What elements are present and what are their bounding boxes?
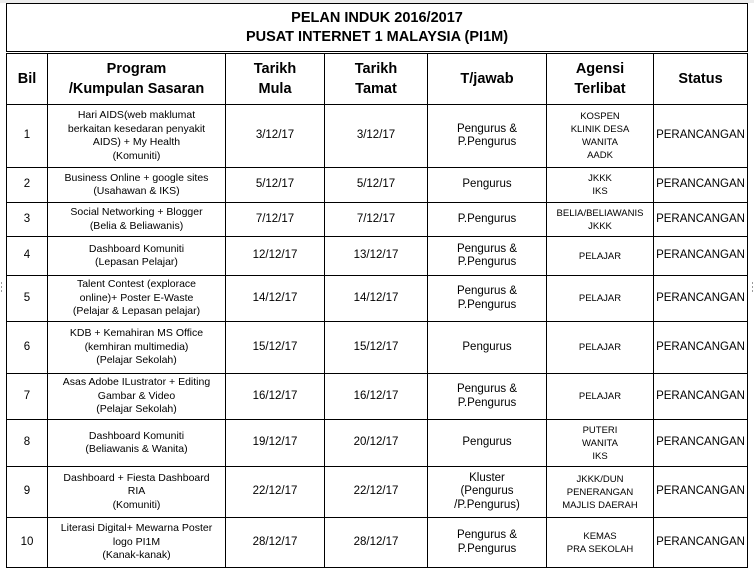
cell-program-line: Asas Adobe ILustrator + Editing [62, 376, 211, 389]
cell-tjawab-line: P.Pengurus [457, 212, 517, 225]
cell-program-line: Gambar & Video [97, 389, 176, 402]
cell-program-line: (Pelajar Sekolah) [96, 354, 177, 367]
cell-tjawab-line: P.Pengurus [457, 298, 517, 311]
cell-status: PERANCANGAN [654, 203, 748, 237]
cell-program-line: Dashboard Komuniti [88, 242, 185, 255]
cell-agensi-line: IKS [592, 186, 608, 197]
cell-tjawab [428, 276, 547, 322]
cell-agensi-line: PELAJAR [578, 250, 622, 262]
table-row [7, 237, 748, 276]
cell-tarikh-tamat: 15/12/17 [325, 322, 428, 374]
cell-agensi-line: JKKK/DUN [576, 473, 624, 485]
cell-program-line: (Komuniti) [112, 498, 161, 511]
cell-tjawab [428, 203, 547, 237]
cell-tarikh-mula: 12/12/17 [226, 237, 325, 276]
cell-bil: 10 [7, 518, 48, 568]
cell-tarikh-mula: 3/12/17 [226, 105, 325, 168]
cell-program-line: RIA [127, 485, 146, 498]
cell-bil: 6 [7, 322, 48, 374]
cell-program-line: (Lepasan Pelajar) [95, 256, 178, 268]
cell-agensi-line: KLINIK DESA [570, 124, 630, 135]
cell-tarikh-mula: 14/12/17 [226, 276, 325, 322]
table-row [7, 276, 748, 322]
cell-program-line: (kemhiran multimedia) [84, 340, 189, 353]
cell-agensi-line: JKKK [588, 173, 612, 184]
cell-program-line: Literasi Digital+ Mewarna Poster [60, 522, 213, 535]
table-row [7, 105, 748, 168]
cell-program-line: (Pelajar & Lepasan pelajar) [72, 305, 201, 318]
table-row [7, 420, 748, 467]
cell-tarikh-tamat: 7/12/17 [325, 203, 428, 237]
cell-bil: 2 [7, 168, 48, 203]
cell-agensi-line: PELAJAR [578, 293, 622, 304]
cell-bil: 7 [7, 374, 48, 420]
cell-status: PERANCANGAN [654, 105, 748, 168]
cell-program-line: logo PI1M [112, 535, 161, 548]
cell-tjawab-line: Pengurus & [456, 529, 518, 541]
table-row [7, 322, 748, 374]
cell-program [48, 203, 226, 237]
table-body [7, 105, 748, 568]
cell-tjawab-line: (Pengurus [460, 485, 514, 498]
cell-program-line: Talent Contest (explorace [76, 278, 197, 291]
cell-program [48, 374, 226, 420]
cell-agensi-line: BELIA/BELIAWANIS [556, 207, 644, 219]
left-edge-marker [0, 282, 3, 296]
cell-agensi [547, 168, 654, 203]
cell-program-line: (Komuniti) [112, 149, 161, 162]
table-title [7, 4, 748, 53]
cell-program-line: Hari AIDS(web maklumat [77, 109, 196, 121]
cell-status: PERANCANGAN [654, 518, 748, 568]
cell-program-line: KDB + Kemahiran MS Office [69, 327, 204, 340]
cell-agensi [547, 203, 654, 237]
cell-program-line: berkaitan kesedaran penyakit [67, 122, 206, 135]
cell-tjawab-line: P.Pengurus [457, 256, 517, 268]
cell-program-line: (Belia & Beliawanis) [89, 219, 184, 232]
table-row [7, 467, 748, 518]
cell-agensi-line: WANITA [582, 437, 618, 449]
cell-agensi [547, 105, 654, 168]
cell-tjawab-line: P.Pengurus [457, 542, 517, 555]
cell-bil: 9 [7, 467, 48, 518]
cell-tjawab [428, 105, 547, 168]
cell-agensi-line: MAJLIS DAERAH [562, 499, 638, 511]
table-row [7, 374, 748, 420]
cell-tjawab-line: Pengurus [462, 340, 512, 353]
cell-bil: 1 [7, 105, 48, 168]
cell-tarikh-tamat: 13/12/17 [325, 237, 428, 276]
cell-tjawab [428, 322, 547, 374]
cell-tjawab [428, 374, 547, 420]
cell-bil: 3 [7, 203, 48, 237]
cell-tarikh-mula: 15/12/17 [226, 322, 325, 374]
cell-program [48, 276, 226, 322]
cell-program [48, 420, 226, 467]
cell-agensi-line: PRA SEKOLAH [566, 543, 634, 555]
plan-table [6, 3, 748, 568]
cell-tarikh-tamat: 3/12/17 [325, 105, 428, 168]
cell-program-line: Dashboard + Fiesta Dashboard [63, 471, 210, 484]
cell-tarikh-mula: 22/12/17 [226, 467, 325, 518]
header-row [7, 53, 748, 105]
cell-bil: 8 [7, 420, 48, 467]
cell-tjawab [428, 518, 547, 568]
cell-status: PERANCANGAN [654, 322, 748, 374]
cell-agensi [547, 467, 654, 518]
cell-program-line: AIDS) + My Health [92, 136, 181, 148]
table-row [7, 203, 748, 237]
cell-agensi-line: KOSPEN [580, 111, 620, 122]
cell-program [48, 237, 226, 276]
cell-tarikh-tamat: 16/12/17 [325, 374, 428, 420]
cell-tjawab-line: Pengurus [462, 436, 512, 449]
cell-tjawab-line: Pengurus & [456, 242, 518, 255]
header-tarikh-tamat: Tarikh Tamat [325, 53, 428, 105]
cell-agensi-line: PELAJAR [578, 342, 622, 353]
cell-tjawab [428, 467, 547, 518]
cell-program-line: online)+ Poster E-Waste [79, 291, 194, 304]
cell-agensi-line: PENERANGAN [566, 486, 634, 498]
cell-tjawab-line: /P.Pengurus) [454, 498, 520, 511]
cell-program-line: (Beliawanis & Wanita) [85, 443, 188, 455]
cell-tarikh-mula: 19/12/17 [226, 420, 325, 467]
cell-tarikh-tamat: 5/12/17 [325, 168, 428, 203]
cell-program [48, 168, 226, 203]
cell-program-line: (Usahawan & IKS) [93, 185, 180, 197]
title-line-2: PUSAT INTERNET 1 MALAYSIA (PI1M) [245, 28, 509, 45]
cell-agensi-line: PELAJAR [578, 391, 622, 402]
cell-tarikh-mula: 5/12/17 [226, 168, 325, 203]
cell-program-line: Business Online + google sites [64, 171, 209, 184]
header-agensi: Agensi Terlibat [547, 53, 654, 105]
cell-agensi-line: JKKK [588, 220, 612, 232]
cell-status: PERANCANGAN [654, 168, 748, 203]
cell-status: PERANCANGAN [654, 237, 748, 276]
cell-bil: 4 [7, 237, 48, 276]
table-row [7, 168, 748, 203]
cell-tjawab [428, 420, 547, 467]
cell-tjawab-line: P.Pengurus [457, 396, 517, 409]
header-program: Program /Kumpulan Sasaran [48, 53, 226, 105]
cell-tarikh-tamat: 22/12/17 [325, 467, 428, 518]
cell-tjawab-line: P.Pengurus [457, 136, 517, 148]
cell-agensi [547, 322, 654, 374]
cell-agensi-line: PUTERI [582, 424, 618, 436]
cell-tjawab-line: Pengurus [462, 178, 512, 191]
cell-tarikh-mula: 28/12/17 [226, 518, 325, 568]
cell-program [48, 518, 226, 568]
cell-program [48, 105, 226, 168]
cell-program-line: (Pelajar Sekolah) [96, 403, 177, 416]
cell-status: PERANCANGAN [654, 276, 748, 322]
header-tjawab: T/jawab [428, 53, 547, 105]
cell-status: PERANCANGAN [654, 420, 748, 467]
cell-program-line: (Kanak-kanak) [102, 549, 171, 562]
cell-program-line: Social Networking + Blogger [70, 206, 203, 218]
cell-program [48, 467, 226, 518]
cell-tarikh-mula: 16/12/17 [226, 374, 325, 420]
cell-agensi [547, 518, 654, 568]
cell-agensi-line: KEMAS [583, 530, 617, 542]
cell-tjawab [428, 237, 547, 276]
cell-tjawab [428, 168, 547, 203]
table-row [7, 518, 748, 568]
cell-tarikh-tamat: 28/12/17 [325, 518, 428, 568]
cell-status: PERANCANGAN [654, 467, 748, 518]
cell-agensi [547, 237, 654, 276]
title-line-1: PELAN INDUK 2016/2017 [291, 9, 463, 26]
cell-tjawab-line: Pengurus & [456, 383, 518, 395]
cell-tjawab-line: Pengurus & [456, 122, 518, 135]
cell-bil: 5 [7, 276, 48, 322]
cell-agensi-line: WANITA [582, 137, 618, 148]
header-status: Status [654, 53, 748, 105]
cell-agensi-line: IKS [592, 450, 608, 462]
cell-status: PERANCANGAN [654, 374, 748, 420]
cell-agensi [547, 420, 654, 467]
cell-tjawab-line: Pengurus & [456, 285, 518, 297]
cell-program [48, 322, 226, 374]
cell-tarikh-mula: 7/12/17 [226, 203, 325, 237]
header-bil: Bil [7, 53, 48, 105]
cell-tarikh-tamat: 20/12/17 [325, 420, 428, 467]
cell-tjawab-line: Kluster [469, 471, 505, 484]
header-tarikh-mula: Tarikh Mula [226, 53, 325, 105]
cell-program-line: Dashboard Komuniti [88, 429, 185, 442]
cell-agensi [547, 276, 654, 322]
cell-tarikh-tamat: 14/12/17 [325, 276, 428, 322]
cell-agensi [547, 374, 654, 420]
cell-agensi-line: AADK [587, 150, 613, 161]
